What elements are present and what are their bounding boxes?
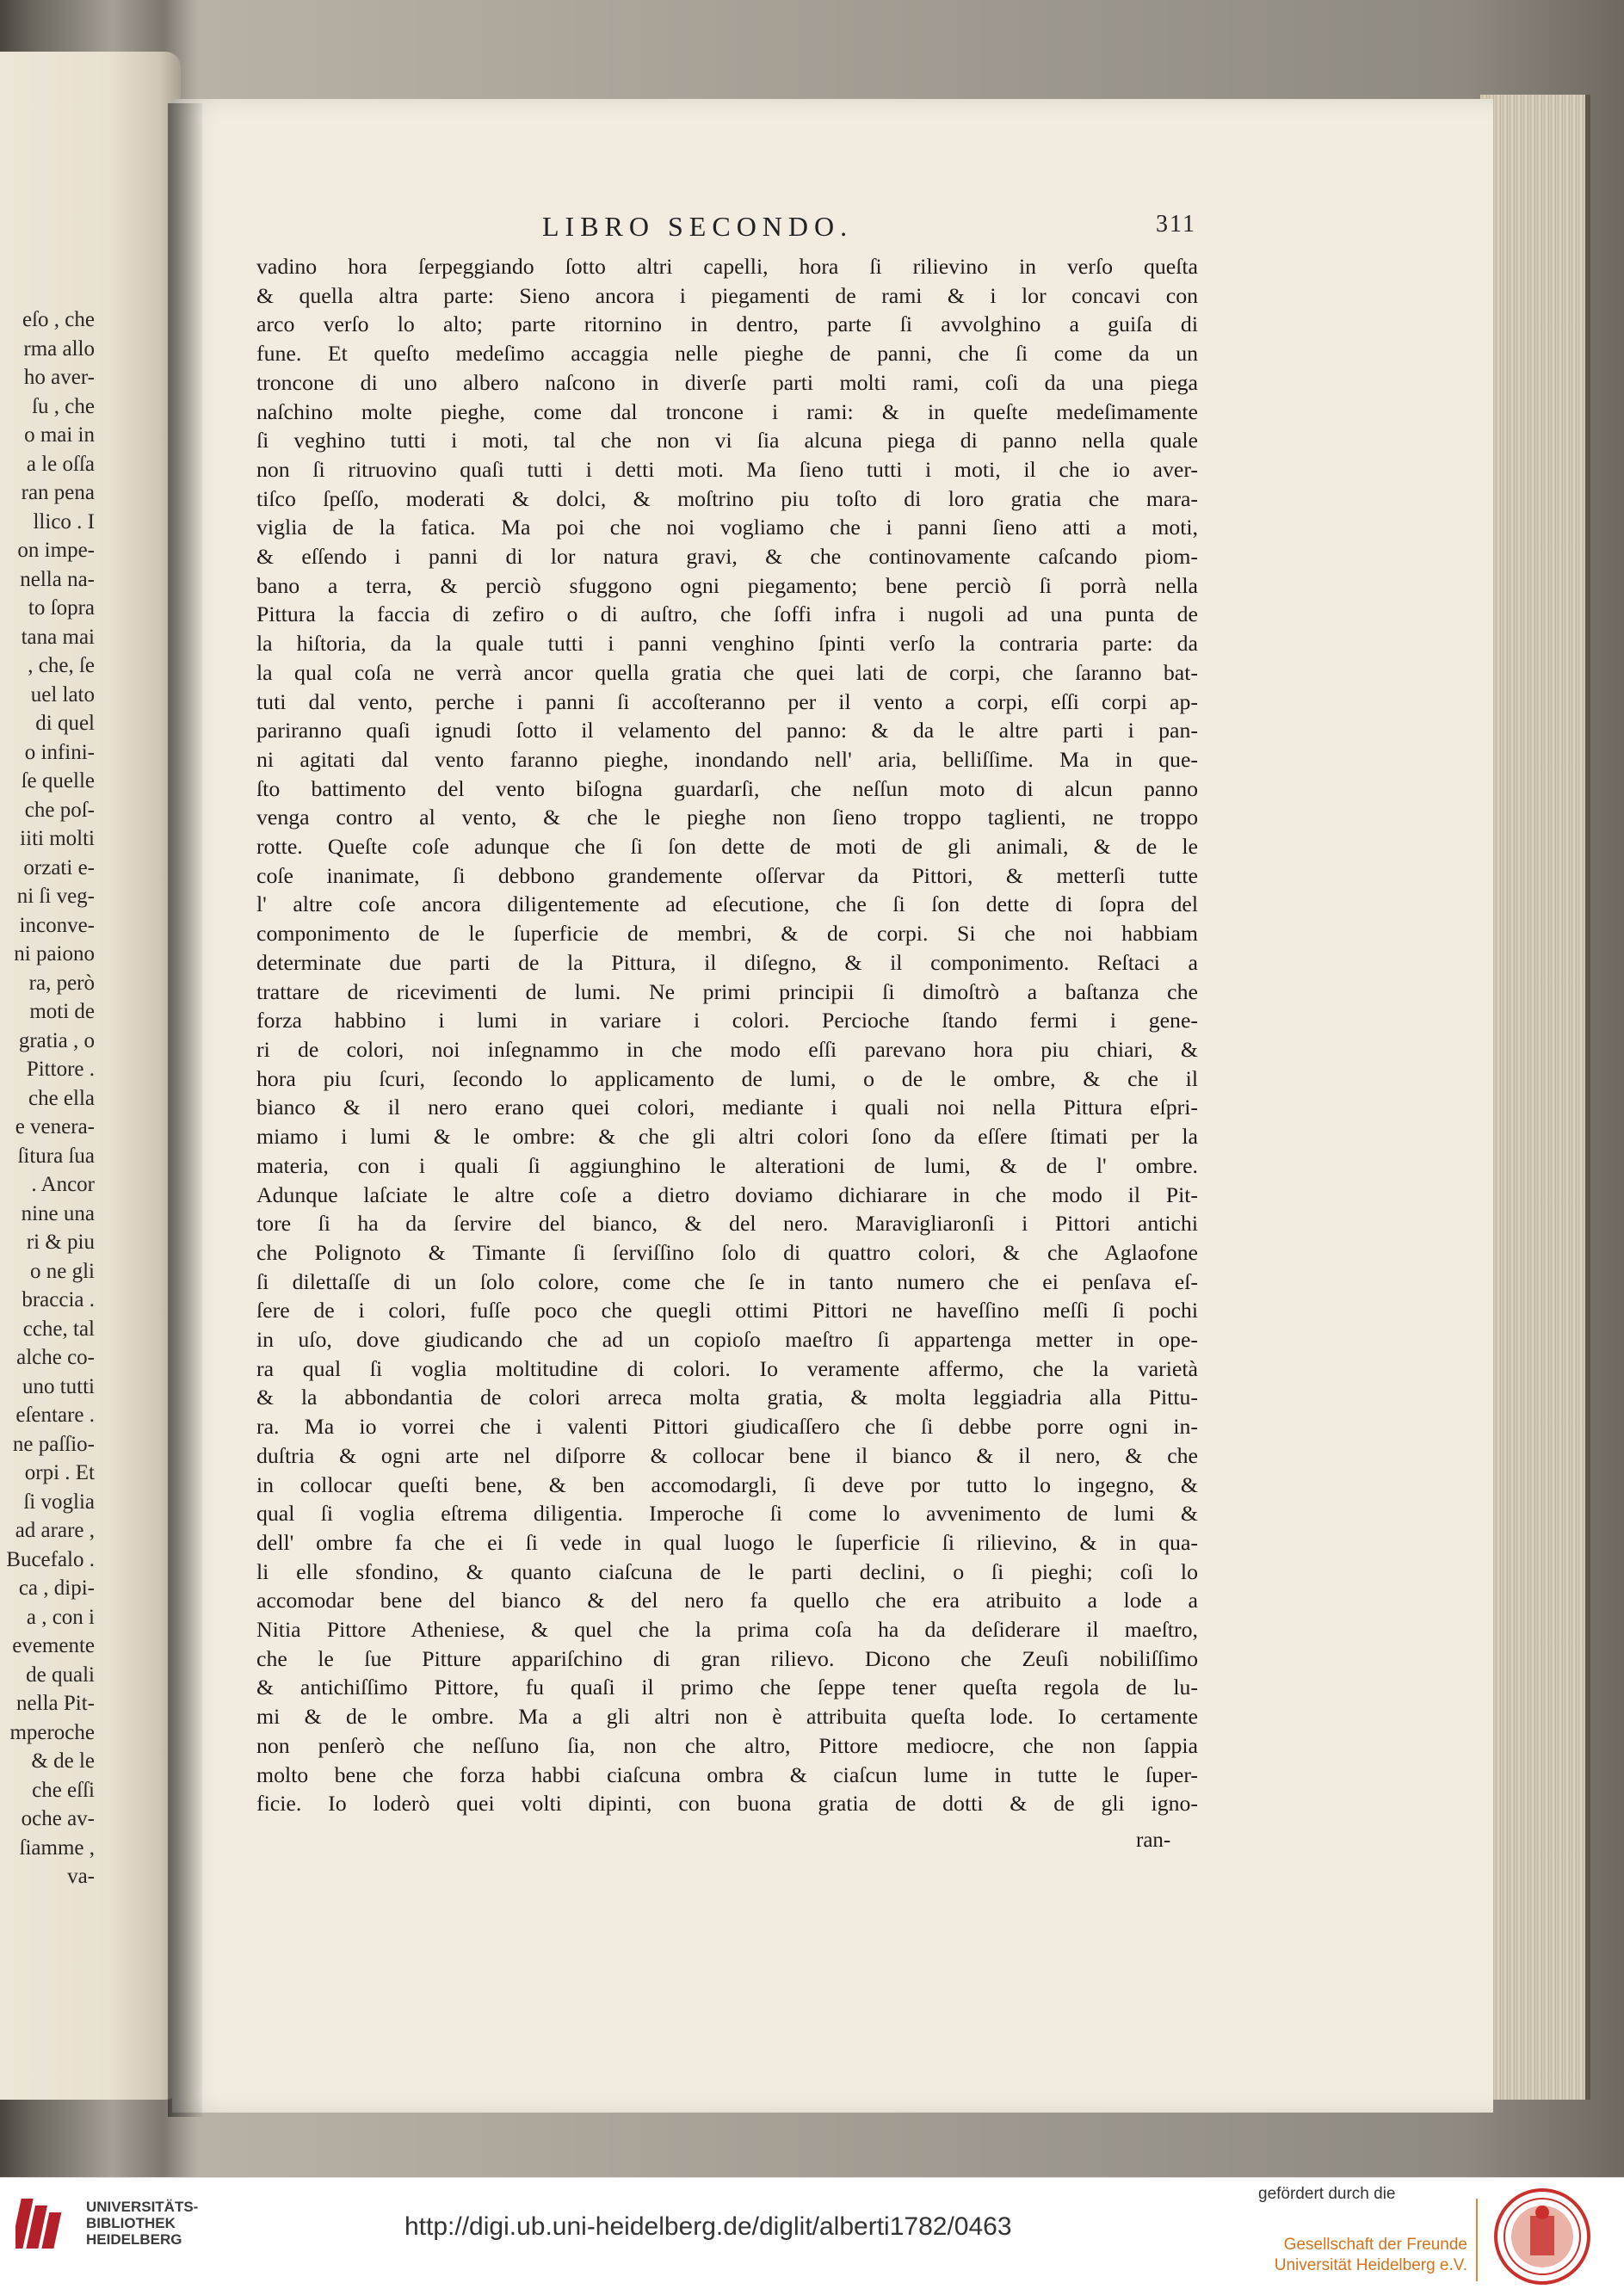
text-line: non ſi ritruovino quaſi tutti i detti moti. Ma ſieno tutti i moti, il che io aver- — [256, 456, 1198, 482]
text-line: che Polignoto & Timante ſi ſerviſſino ſolo di quattro colori, & che Aglaofone — [256, 1239, 1198, 1265]
left-page-line: ra, però — [28, 971, 95, 995]
left-page-line: , che, ſe — [28, 654, 95, 677]
text-line: molto bene che forza habbi ciaſcuna ombra & ciaſcun lume in tutte le ſuper- — [256, 1761, 1198, 1787]
gutter-shadow — [168, 103, 202, 2117]
left-page-line: ſe quelle — [21, 769, 95, 793]
left-page-line: ſitura ſua — [17, 1144, 95, 1168]
left-page-line: nella na- — [20, 567, 95, 591]
left-page-line: o mai in — [24, 423, 95, 447]
body-text — [256, 252, 1198, 1818]
left-page-line: ne paſſio- — [12, 1432, 95, 1456]
left-page-line: braccia . — [22, 1288, 95, 1311]
left-page-line: . Ancor — [31, 1173, 95, 1196]
left-page-line: orzati e- — [23, 855, 95, 879]
left-page-line: che eſſi — [32, 1778, 95, 1802]
text-line: che le ſue Pitture appariſchino di gran rilievo. Dicono che Zeuſi nobiliſſimo — [256, 1645, 1198, 1671]
left-page-line: on impe- — [17, 539, 95, 562]
text-line: rotte. Queſte coſe adunque che ſi ſon dette de moti de gli animali, & de le — [256, 834, 1198, 860]
left-page-line: o infini- — [24, 740, 95, 764]
library-name: UNIVERSITÄTS- BIBLIOTHEK HEIDELBERG — [86, 2199, 199, 2248]
text-line: ficie. Io loderò quei volti dipinti, con buona gratia de dotti & de gli igno- — [256, 1791, 1198, 1817]
left-page-text — [0, 305, 95, 1891]
text-line: & antichiſſimo Pittore, fu quaſi il primo che ſeppe tener queſta regola de lu- — [256, 1675, 1198, 1700]
text-line: materia, con i quali ſi aggiunghino le alterationi de lumi, & de l' ombre. — [256, 1152, 1198, 1178]
running-title: LIBRO SECONDO. — [542, 211, 854, 242]
text-line: dell' ombre fa che ei ſi vede in qual luogo le ſuperficie ſi rilievino, & in qua- — [256, 1529, 1198, 1555]
text-line: forza habbino i lumi in variare i colori. Percioche ſtando fermi i gene- — [256, 1008, 1198, 1033]
left-page-line: va- — [67, 1865, 95, 1888]
left-page-line: di quel — [35, 712, 95, 735]
left-page-line: iiti molti — [20, 827, 95, 850]
left-page-line: ni ſi veg- — [16, 885, 95, 908]
left-page-line: a le oſſa — [26, 452, 95, 476]
text-line: l' altre coſe ancora diligentemente ad eſecutione, che ſi ſon dette di ſopra del — [256, 891, 1198, 917]
text-line: in uſo, dove giudicando che ad un copioſo maeſtro ſi appartenga metter in ope- — [256, 1327, 1198, 1353]
left-page-line: tana mai — [21, 625, 95, 649]
text-line: Nitia Pittore Atheniese, & quel che la prima coſa ha da deſiderare il maeſtro, — [256, 1617, 1198, 1643]
text-line: vadino hora ſerpeggiando ſotto altri capelli, hora ſi rilievino in verſo queſta — [256, 254, 1198, 279]
left-page-line: alche co- — [16, 1346, 95, 1369]
text-line: componimento de le ſuperficie de membri, & de corpi. Si che noi habbiam — [256, 921, 1198, 947]
left-page-line: ſiamme , — [19, 1835, 95, 1860]
text-line: bianco & il nero erano quei colori, mediante i quali noi nella Pittura eſpri- — [256, 1095, 1198, 1120]
text-line: ſi veghino tutti i moti, tal che non vi ſia alcuna piega di panno nella quale — [256, 428, 1198, 453]
footer-divider — [1476, 2199, 1478, 2281]
text-line: venga contro al vento, & che le pieghe non ſieno troppo taglienti, ne troppo — [256, 805, 1198, 830]
text-line: tiſco ſpeſſo, moderati & dolci, & moſtrino piu toſto di loro gratia che mara- — [256, 485, 1198, 511]
text-line: li elle sfondino, & quanto ciaſcuna de le parti declini, o ſi pieghi; coſi lo — [256, 1558, 1198, 1584]
page-edges — [1480, 95, 1590, 2100]
left-page-line: evemente — [12, 1634, 95, 1657]
left-page-line: gratia , o — [18, 1028, 95, 1052]
left-page-line: che poſ- — [24, 798, 95, 822]
text-line: la hiſtoria, da la quale tutti i panni venghino ſpinti verſo la contraria parte: da — [256, 631, 1198, 657]
text-line: ni agitati dal vento faranno pieghe, inondando nell' aria, belliſſime. Ma in que- — [256, 746, 1198, 772]
text-line: in collocar queſti bene, & ben accomodargli, ſi deve por tutto lo ingegno, & — [256, 1471, 1198, 1497]
left-page-line: to ſopra — [28, 596, 95, 620]
university-library-logo-icon — [15, 2193, 76, 2259]
funded-by-label: gefördert durch die — [1258, 2185, 1396, 2203]
left-page — [0, 52, 181, 2100]
text-line: troncone di uno albero naſcono in diverſe parti molti rami, coſi da una piega — [256, 369, 1198, 395]
left-page-line: ran pena — [21, 481, 95, 504]
left-page-line: mperoche — [9, 1720, 95, 1744]
text-line: ſto battimento del vento biſogna guardarſi, che neſſun moto di alcun panno — [256, 775, 1198, 801]
catchword: ran- — [1136, 1829, 1171, 1852]
text-line: accomodar bene del bianco & del nero fa quello che era atribuito a lode a — [256, 1588, 1198, 1613]
footer-bar — [0, 2177, 1624, 2295]
text-line: & la abbondantia de colori arreca molta gratia, & molta leggiadria alla Pittu- — [256, 1385, 1198, 1410]
left-page-line: a , con i — [26, 1605, 95, 1629]
text-line: ra. Ma io vorrei che i valenti Pittori giudicaſſero che ſi debbe porre ogni in- — [256, 1414, 1198, 1440]
text-line: tore ſi ha da ſervire del bianco, & del nero. Maravigliaronſi i Pittori antichi — [256, 1211, 1198, 1237]
text-line: miamo i lumi & le ombre: & che gli altri colori ſono da eſſere ſtimati per la — [256, 1124, 1198, 1150]
text-line: arco verſo lo alto; parte ritornino in dentro, parte ſi avvolghino a guiſa di — [256, 312, 1198, 337]
left-page-line: moti de — [29, 1000, 95, 1023]
left-page-line: e venera- — [15, 1115, 95, 1138]
text-line: ſi dilettaſſe di un ſolo colore, come che ſe in tanto numero che ei penſava eſ- — [256, 1268, 1198, 1294]
left-page-line: nella Pit- — [16, 1692, 95, 1715]
text-line: ra qual ſi voglia moltitudine di colori. Io veramente affermo, che la varietà — [256, 1355, 1198, 1381]
text-line: Pittura la faccia di zefiro o di auſtro, che ſoffi infra i nugoli ad una punta de — [256, 602, 1198, 627]
text-line: qual ſi voglia eſtrema diligentia. Imperoche ſi come lo avvenimento de lumi & — [256, 1501, 1198, 1527]
text-line: mi & de le ombre. Ma a gli altri non è attribuita queſta lode. Io certamente — [256, 1704, 1198, 1730]
text-line: la qual coſa ne verrà ancor quella gratia che quei lati de corpi, che ſaranno bat- — [256, 659, 1198, 685]
left-page-line: ca , dipi- — [18, 1576, 95, 1600]
page-number: 311 — [1156, 211, 1196, 238]
text-line: duſtria & ogni arte nel diſporre & collocar bene il bianco & il nero, & che — [256, 1442, 1198, 1468]
text-line: hora piu ſcuri, ſecondo lo applicamento de lumi, o de le ombre, & che il — [256, 1065, 1198, 1091]
text-line: non penſerò che neſſuno ſia, non che altro, Pittore mediocre, che non ſappia — [256, 1732, 1198, 1758]
left-page-line: uno tutti — [22, 1374, 95, 1398]
left-page-line: llico . I — [33, 509, 95, 534]
left-page-line: rma allo — [23, 336, 95, 361]
text-line: tuti dal vento, perche i panni ſi accoſteranno per il vento a corpi, eſſi corpi ap- — [256, 688, 1198, 714]
left-page-line: eſentare . — [15, 1404, 95, 1427]
left-page-line: Pittore . — [26, 1058, 95, 1081]
left-page-line: ni paiono — [14, 942, 95, 966]
left-page-line: ſu , che — [32, 394, 95, 418]
left-page-line: cche, tal — [22, 1317, 95, 1341]
left-page-line: o ne gli — [30, 1259, 95, 1283]
text-line: viglia de la fatica. Ma poi che noi vogliamo che i panni ſieno atti a moti, — [256, 515, 1198, 540]
left-page-line: ho aver- — [23, 366, 95, 389]
left-page-line: inconve- — [19, 913, 95, 937]
left-page-line: ri & piu — [26, 1231, 95, 1254]
text-line: pariranno quaſi ignudi ſotto il velamento del panno: & da le altre parti i pan- — [256, 718, 1198, 743]
permalink[interactable]: http://digi.ub.uni-heidelberg.de/diglit/alberti1782/0463 — [404, 2212, 1012, 2241]
left-page-line: orpi . Et — [24, 1461, 95, 1484]
text-line: bano a terra, & perciò sfuggono ogni piegamento; bene perciò ſi porrà nella — [256, 572, 1198, 598]
text-line: fune. Et queſto medeſimo accaggia nelle pieghe de panni, che ſi come da un — [256, 341, 1198, 367]
text-line: & eſſendo i panni di lor natura gravi, & che continovamente caſcando piom- — [256, 544, 1198, 570]
text-line: ri de colori, noi inſegnammo in che modo eſſi parevano hora piu chiari, & — [256, 1036, 1198, 1062]
text-line: Adunque laſciate le altre coſe a dietro doviamo dichiarare in che modo il Pit- — [256, 1181, 1198, 1207]
left-page-line: oche av- — [21, 1807, 95, 1830]
text-line: naſchino molte pieghe, come dal troncone i rami: & in queſte medeſimamente — [256, 398, 1198, 424]
text-line: coſe inanimate, ſi debbono grandemente oſſervar da Pittori, & metterſi tutte — [256, 862, 1198, 888]
university-seal-icon — [1492, 2187, 1592, 2286]
text-line: determinate due parti de la Pittura, il diſegno, & il componimento. Reſtaci a — [256, 949, 1198, 975]
left-page-line: che ella — [28, 1086, 95, 1110]
left-page-line: uel lato — [30, 682, 95, 706]
text-line: ſere de i colori, fuſſe poco che quegli ottimi Pittori ne haveſſino meſſi ſi pochi — [256, 1298, 1198, 1323]
left-page-line: & de le — [31, 1749, 95, 1773]
left-page-line: nine una — [21, 1201, 95, 1225]
left-page-line: eſo , che — [22, 308, 95, 331]
text-line: & quella altra parte: Sieno ancora i piegamenti de rami & i lor concavi con — [256, 282, 1198, 308]
text-line: trattare de ricevimenti de lumi. Ne primi principii ſi dimoſtrò a baſtanza che — [256, 978, 1198, 1004]
left-page-line: de quali — [26, 1663, 95, 1687]
left-page-line: ſi voglia — [23, 1490, 95, 1514]
society-name: Gesellschaft der Freunde Universität Heidelberg e.V. — [1274, 2236, 1467, 2274]
left-page-line: ad arare , — [15, 1519, 95, 1542]
left-page-line: Bucefalo . — [6, 1547, 95, 1571]
